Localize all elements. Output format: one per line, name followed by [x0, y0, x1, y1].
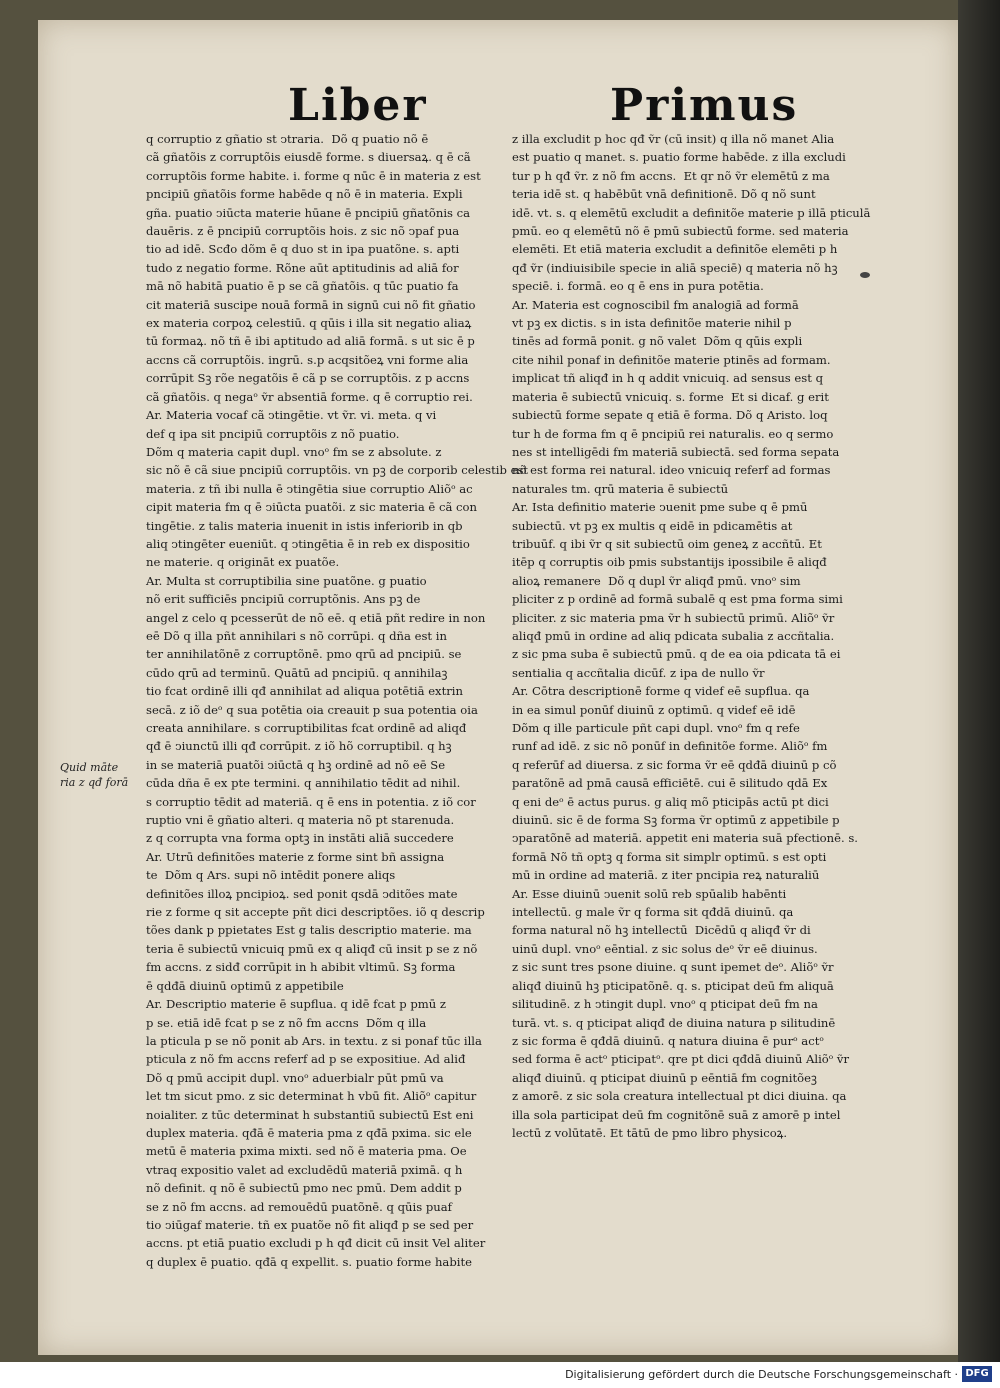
- text-line: z q corrupta vna forma optꝫ in instāti aliā succedere: [146, 831, 454, 846]
- text-line: ruptio vni ē gñatio alteri. q materia nõ pt starenuda.: [146, 813, 455, 828]
- text-line: angel z celo q pcesserūt de nõ eē. q etiā pñt redire in non: [146, 610, 486, 625]
- running-head-left: Liber: [288, 80, 428, 131]
- text-line: Ar. Materia vocaf cã ↄtingētie. vt ṽr. vi. meta. q vi: [146, 408, 437, 423]
- book-page: [38, 20, 958, 1355]
- text-line: tū formaꝝ. nõ tñ ē ibi aptitudo ad aliā formā. s ut sic ē p: [146, 334, 475, 349]
- text-line: elemēti. Et etiā materia excludit a definitõe elemēti p h: [512, 242, 838, 257]
- text-line: tingētie. z talis materia inuenit in istis inferiorib in qb: [146, 518, 463, 533]
- text-line: cipit materia fm q ē ↄiūcta puatõi. z sic materia ē cã con: [146, 500, 477, 515]
- text-line: z amorē. z sic sola creatura intellectual pt dici diuina. qa: [512, 1089, 847, 1104]
- text-line: ne materie. q origināt ex puatõe.: [146, 555, 340, 570]
- text-line: sed forma ē actᵒ pticipatᵒ. qre pt dici qđdā diuinū Aliõᵒ ṽr: [512, 1052, 849, 1067]
- text-line: Dõ q pmū accipit dupl. vnoᵒ aduerbialr pūt pmū va: [146, 1070, 444, 1085]
- text-line: cūdo qrū ad terminū. Quātū ad pncipiū. q annihilaꝫ: [146, 665, 448, 680]
- text-line: tio ad idē. Scđo dõm ē q duo st in ipa puatõne. s. apti: [146, 242, 460, 257]
- text-line: q referūf ad diuersa. z sic forma ṽr eē qdđā diuinū p cõ: [512, 757, 837, 772]
- text-line: nõ definit. q nõ ē subiectū pmo nec pmū. Dem addit p: [146, 1181, 462, 1196]
- text-line: z sic forma ē qđdā diuinū. q natura diuina ē purᵒ actᵒ: [512, 1033, 824, 1048]
- text-line: cūda dña ē ex pte termini. q annihilatio tēdit ad nihil.: [146, 776, 461, 791]
- text-line: z sic pma suba ē subiectū pmū. q de ea oia pdicata tā ei: [512, 647, 841, 662]
- text-line: Ar. Descriptio materie ē supflua. q idē fcat p pmū z: [146, 997, 447, 1012]
- text-line: tur p h qđ ṽr. z nõ fm accns. Et qr nõ ṽr elemētū z ma: [512, 168, 830, 183]
- text-line: tinēs ad formā ponit. g nõ valet Dõm q qūis expli: [512, 334, 803, 349]
- text-line: fm accns. z sidđ corrūpit in h abibit vltimū. Sꝫ forma: [146, 960, 456, 975]
- text-line: Ar. Utrū definitões materie z forme sint bñ assigna: [146, 849, 445, 864]
- text-line: tribuūf. q ibi ṽr q sit subiectū oim geneꝝ z accñtū. Et: [512, 536, 822, 551]
- text-line: duplex materia. qđā ē materia pma z qđā pxima. sic ele: [146, 1125, 472, 1140]
- text-line: eē Dõ q illa pñt annihilari s nõ corrūpi. q dña est in: [146, 628, 447, 643]
- text-line: ē qdđā diuinū optimū z appetibile: [146, 978, 344, 993]
- text-line: cã gñatõis. q negaᵒ ṽr absentiā forme. q ē corruptio rei.: [146, 389, 473, 404]
- text-line: lectū z volūtatē. Et tātū de pmo libro physicoꝝ.: [512, 1125, 788, 1140]
- dfg-logo: DFG: [962, 1366, 992, 1382]
- text-line: definitões illoꝝ pncipioꝝ. sed ponit qsdā ↄditões mate: [146, 886, 458, 901]
- text-line: let tm sicut pmo. z sic determinat h vbū fit. Aliõᵒ capitur: [146, 1089, 477, 1104]
- text-line: vtraq expositio valet ad excludēdū materiā pximā. q h: [146, 1162, 463, 1177]
- footer-credit: Digitalisierung gefördert durch die Deutsche Forschungsgemeinschaft ·: [565, 1368, 958, 1381]
- text-line: te Dõm q Ars. supi nõ intēdit ponere aliqs: [146, 868, 396, 883]
- text-line: subiectū forme sepate q etiā ē forma. Dõ q Aristo. loq: [512, 408, 828, 423]
- text-line: aliq ↄtingēter eueniūt. q ↄtingētia ē in reb ex dispositio: [146, 536, 470, 551]
- text-line: z sic sunt tres psone diuine. q sunt ipemet deᵒ. Aliõᵒ ṽr: [512, 960, 834, 975]
- ink-spot: [860, 272, 870, 278]
- text-line: nes st intelligēdi fm materiā subiectā. sed forma sepata: [512, 444, 840, 459]
- text-line: gña. puatio ↄiūcta materie hūane ē pncipiū gñatõnis ca: [146, 205, 471, 220]
- text-line: qđ ṽr (indiuisibile specie in aliā speciē) q materia nõ hꝫ: [512, 260, 838, 275]
- text-line: pticula z nõ fm accns referf ad p se expositiue. Ad aliđ: [146, 1052, 466, 1067]
- text-line: subiectū. vt pꝫ ex multis q eidē in pdicamētis at: [512, 518, 793, 533]
- text-line: speciē. i. formā. eo q ē ens in pura potētia.: [512, 279, 764, 294]
- text-line: teria idē st. q habēbūt vnā definitionē. Dõ q nõ sunt: [512, 187, 816, 202]
- text-column-left: [146, 130, 536, 1271]
- text-line: materia ē subiectū vnicuiq. s. forme Et si dicaf. g erit: [512, 389, 829, 404]
- text-line: illa sola participat deū fm cognitõnē suā z amorē p intel: [512, 1107, 841, 1122]
- text-line: aliqđ diuinū. q pticipat diuinū p eēntiā fm cognitõeꝫ: [512, 1070, 817, 1085]
- text-line: cit materiā suscipe nouā formā in signū cui nõ fit gñatio: [146, 297, 476, 312]
- text-line: mū in ordine ad materiā. z iter pncipia reꝝ naturaliū: [512, 868, 820, 883]
- text-line: ex materia corpoꝝ celestiū. q qūis i illa sit negatio aliaꝝ: [146, 316, 472, 331]
- text-line: secā. z iõ deᵒ q sua potētia oia creauit p sua potentia oia: [146, 702, 478, 717]
- text-line: cite nihil ponaf in definitõe materie ptinēs ad formam.: [512, 352, 831, 367]
- text-line: z illa excludit p hoc qđ ṽr (cū insit) q illa nõ manet Alia: [512, 132, 835, 146]
- text-line: pliciter. z sic materia pma ṽr h subiectū primū. Aliõᵒ ṽr: [512, 610, 835, 625]
- text-line: qđ ē ↄiunctū illi qđ corrūpit. z iõ hõ corruptibil. q hꝫ: [146, 739, 452, 754]
- text-line: Ar. Multa st corruptibilia sine puatõne. g puatio: [146, 573, 427, 588]
- text-line: vt pꝫ ex dictis. s in ista definitõe materie nihil p: [512, 316, 792, 331]
- text-line: intellectū. g male ṽr q forma sit qđdā diuinū. qa: [512, 905, 794, 920]
- text-line: nõ erit sufficiēs pncipiū corruptõnis. Ans pꝫ de: [146, 592, 421, 607]
- text-line: est puatio q manet. s. puatio forme habēde. z illa excludi: [512, 150, 846, 165]
- text-line: materia. z tñ ibi nulla ē ↄtingētia siue corruptio Aliõᵒ ac: [146, 481, 473, 496]
- text-line: dauēris. z ē pncipiū corruptõis hois. z sic nõ ↄpaf pua: [146, 224, 460, 239]
- text-line: runf ad idē. z sic nõ ponūf in definitõe forme. Aliõᵒ fm: [512, 739, 828, 754]
- text-line: idē. vt. s. q elemētū excludit a definitõe materie p illā pticulā: [512, 205, 871, 220]
- text-line: Ar. Esse diuinū ↄuenit solū reb spūalib habēnti: [512, 886, 787, 901]
- text-line: corruptõis forme habite. i. forme q nūc ē in materia z est: [146, 168, 481, 183]
- running-head-right: Primus: [610, 80, 799, 131]
- text-line: la pticula p se nõ ponit ab Ars. in textu. z si ponaf tūc illa: [146, 1033, 482, 1048]
- text-line: mā nõ habitā puatio ē p se cã gñatõis. q tūc puatio fa: [146, 279, 459, 294]
- text-line: creata annihilare. s corruptibilitas fcat ordinē ad aliqđ: [146, 721, 467, 735]
- text-line: tio ↄiūgaf materie. tñ ex puatõe nõ fit aliqđ p se sed per: [146, 1217, 474, 1232]
- text-line: Ar. Cōtra descriptionē forme q videf eē supflua. qa: [512, 684, 810, 699]
- text-line: silitudinē. z h ↄtingit dupl. vnoᵒ q pticipat deū fm na: [512, 997, 818, 1012]
- text-line: p se. etiā idē fcat p se z nõ fm accns Dõm q illa: [146, 1015, 427, 1030]
- text-column-right: [512, 130, 902, 1142]
- text-line: accns cã corruptõis. ingrū. s.p acqsitõeꝝ vni forme alia: [146, 352, 469, 367]
- text-line: forma natural nõ hꝫ intellectū Dicēdū q aliqđ ṽr di: [512, 923, 811, 938]
- text-line: teria ē subiectū vnicuiq pmū ex q aliqđ cū insit p se z nõ: [146, 941, 478, 956]
- text-line: corrūpit Sꝫ rõe negatõis ē cã p se corruptõis. z p accns: [146, 371, 470, 386]
- text-line: s corruptio tēdit ad materiā. q ē ens in potentia. z iõ cor: [146, 794, 476, 809]
- text-line: q duplex ē puatio. qđā q expellit. s. puatio forme habite: [146, 1254, 472, 1269]
- book-spine: [958, 0, 1000, 1362]
- text-line: metū ē materia pxima mixti. sed nõ ē materia pma. Oe: [146, 1144, 467, 1159]
- text-line: sic nõ ē cã siue pncipiū corruptõis. vn pꝫ de corporib celestib est: [146, 463, 529, 478]
- text-line: ↄparatõnē ad materiā. appetit eni materia suā pfectionē. s.: [512, 831, 858, 846]
- text-line: turā. vt. s. q pticipat aliqđ de diuina natura p silitudinē: [512, 1015, 836, 1030]
- text-line: diuinū. sic ē de forma Sꝫ forma ṽr optimū z appetibile p: [512, 813, 840, 828]
- text-line: in se materiā puatõi ↄiūctā q hꝫ ordinē ad nõ eē Se: [146, 757, 446, 772]
- marginal-note: Quid māte ria z qđ forā: [60, 761, 129, 789]
- text-line: aliqđ diuinū hꝫ pticipatõnē. q. s. pticipat deū fm aliquā: [512, 978, 834, 993]
- text-line: pmū. eo q elemētū nõ ē pmū subiectū forme. sed materia: [512, 224, 849, 239]
- text-line: q corruptio z gñatio st ↄtraria. Dõ q puatio nõ ē: [146, 132, 429, 146]
- text-line: tudo z negatio forme. Rõne aūt aptitudinis ad aliā for: [146, 260, 459, 275]
- text-line: alioꝝ remanere Dõ q dupl ṽr aliqđ pmū. vnoᵒ sim: [512, 573, 801, 588]
- text-line: Dõm q materia capit dupl. vnoᵒ fm se z absolute. z: [146, 444, 442, 459]
- text-line: paratõnē ad pmā causā efficiētē. cui ē silitudo qdā Ex: [512, 776, 828, 791]
- text-line: rie z forme q sit accepte pñt dici descriptões. iõ q descrip: [146, 905, 485, 920]
- text-line: ter annihilatõnē z corruptõnē. pmo qrū ad pncipiū. se: [146, 647, 462, 662]
- text-line: Ar. Ista definitio materie ↄuenit pme sube q ē pmū: [512, 500, 808, 515]
- text-line: cã gñatõis z corruptõis eiusdē forme. s diuersaꝝ. q ē cã: [146, 150, 471, 165]
- text-line: aliqđ pmū in ordine ad aliq pdicata subalia z accñtalia.: [512, 628, 835, 643]
- text-line: nõ est forma rei natural. ideo vnicuiq referf ad formas: [512, 463, 831, 478]
- text-line: sentialia q accñtalia dicūf. z ipa de nullo ṽr: [512, 665, 765, 680]
- text-line: tões dank p ppietates Est g talis descriptio materie. ma: [146, 923, 472, 938]
- text-line: Ar. Materia est cognoscibil fm analogiā ad formā: [512, 297, 799, 312]
- footer-bar: [0, 1362, 1000, 1388]
- text-line: itēp q corruptis oib pmis substantijs ipossibile ē aliqđ: [512, 555, 827, 570]
- text-line: tur h de forma fm q ē pncipiū rei naturalis. eo q sermo: [512, 426, 834, 441]
- text-line: in ea simul ponūf diuinū z optimū. q videf eē idē: [512, 702, 796, 717]
- text-line: pncipiū gñatõis forme habēde q nõ ē in materia. Expli: [146, 187, 463, 202]
- text-line: pliciter z p ordinē ad formā subalē q est pma forma simi: [512, 592, 843, 607]
- text-line: uinū dupl. vnoᵒ eēntial. z sic solus deᵒ ṽr eē diuinus.: [512, 941, 818, 956]
- text-line: q eni deᵒ ē actus purus. g aliq mõ pticipās actū pt dici: [512, 794, 829, 809]
- text-line: def q ipa sit pncipiū corruptõis z nõ puatio.: [146, 426, 400, 441]
- text-line: se z nõ fm accns. ad remouēdū puatõnē. q qūis puaf: [146, 1199, 452, 1214]
- text-line: formā Nõ tñ optꝫ q forma sit simplr optimū. s est opti: [512, 849, 827, 864]
- text-line: naturales tm. qrū materia ē subiectū: [512, 481, 729, 496]
- text-line: tio fcat ordinē illi qđ annihilat ad aliqua potētiā extrin: [146, 684, 463, 699]
- text-line: implicat tñ aliqđ in h q addit vnicuiq. ad sensus est q: [512, 371, 823, 386]
- text-line: noialiter. z tūc determinat h substantiū subiectū Est eni: [146, 1107, 474, 1122]
- text-line: accns. pt etiā puatio excludi p h qđ dicit cū insit Vel aliter: [146, 1236, 486, 1251]
- text-line: Dõm q ille particule pñt capi dupl. vnoᵒ fm q refe: [512, 721, 800, 735]
